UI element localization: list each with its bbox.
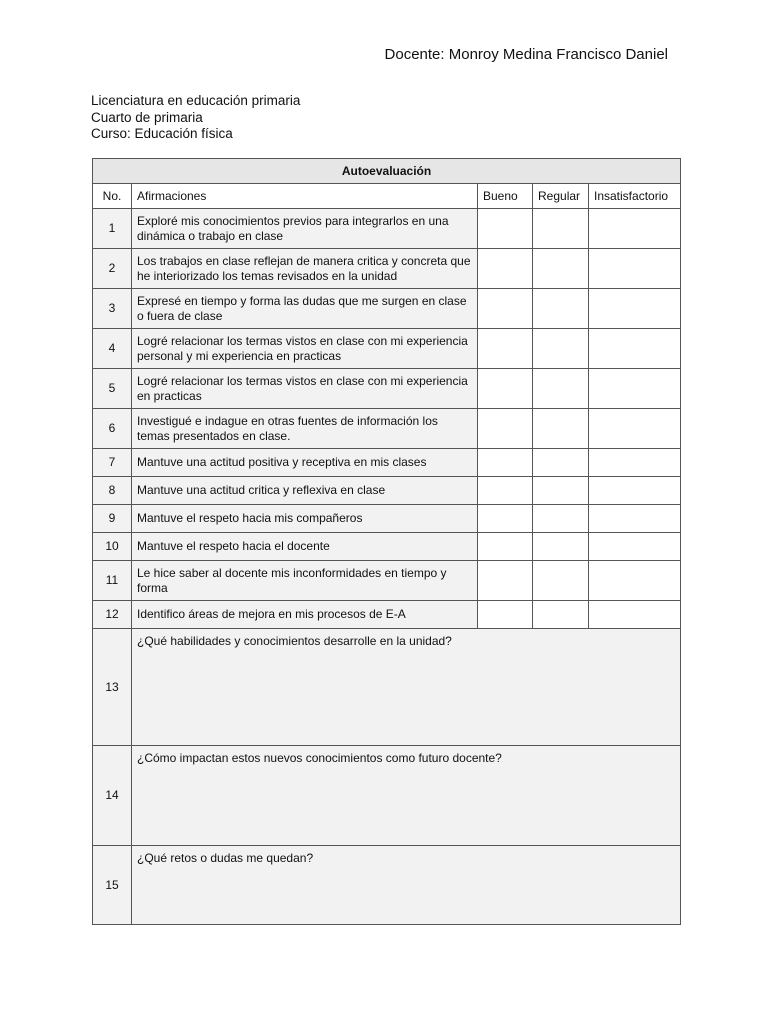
table-header-row <box>93 184 681 209</box>
open-question-answer-area[interactable] <box>132 746 681 846</box>
rating-bueno-cell[interactable] <box>478 369 533 409</box>
row-statement: Los trabajos en clase reflejan de manera critica y concreta que he interiorizado los temas revisados en la unidad <box>132 249 478 289</box>
open-question-answer-area[interactable] <box>132 846 681 925</box>
rating-insatisfactorio-cell[interactable] <box>589 601 681 629</box>
row-number: 6 <box>93 409 132 449</box>
course-line: Curso: Educación física <box>91 126 233 141</box>
rating-regular-cell[interactable] <box>533 601 589 629</box>
row-statement: Mantuve una actitud critica y reflexiva en clase <box>132 477 478 505</box>
row-statement: Identifico áreas de mejora en mis procesos de E-A <box>132 601 478 629</box>
col-header-bueno: Bueno <box>478 184 533 209</box>
row-number: 5 <box>93 369 132 409</box>
rating-regular-cell[interactable] <box>533 477 589 505</box>
table-row <box>93 601 681 629</box>
table-row <box>93 249 681 289</box>
rating-bueno-cell[interactable] <box>478 505 533 533</box>
rating-regular-cell[interactable] <box>533 329 589 369</box>
rating-insatisfactorio-cell[interactable] <box>589 369 681 409</box>
table-row <box>93 369 681 409</box>
rating-bueno-cell[interactable] <box>478 449 533 477</box>
table-row <box>93 477 681 505</box>
table-title-row <box>93 159 681 184</box>
self-evaluation-table <box>92 158 681 925</box>
question-text: ¿Qué retos o dudas me quedan? <box>137 851 314 865</box>
question-text: ¿Cómo impactan estos nuevos conocimientos como futuro docente? <box>137 751 502 765</box>
row-statement: Investigué e indague en otras fuentes de información los temas presentados en clase. <box>132 409 478 449</box>
degree-line: Licenciatura en educación primaria <box>91 93 301 108</box>
row-number: 13 <box>93 629 132 746</box>
question-row <box>93 746 681 846</box>
row-number: 15 <box>93 846 132 925</box>
rating-bueno-cell[interactable] <box>478 561 533 601</box>
row-number: 14 <box>93 746 132 846</box>
rating-insatisfactorio-cell[interactable] <box>589 409 681 449</box>
rating-insatisfactorio-cell[interactable] <box>589 209 681 249</box>
row-number: 12 <box>93 601 132 629</box>
table-row <box>93 409 681 449</box>
grade-line: Cuarto de primaria <box>91 109 203 125</box>
table-title: Autoevaluación <box>93 159 681 184</box>
row-statement: Logré relacionar los termas vistos en clase con mi experiencia en practicas <box>132 369 478 409</box>
rating-insatisfactorio-cell[interactable] <box>589 533 681 561</box>
table-row <box>93 561 681 601</box>
rating-bueno-cell[interactable] <box>478 289 533 329</box>
rating-regular-cell[interactable] <box>533 369 589 409</box>
row-number: 2 <box>93 249 132 289</box>
rating-insatisfactorio-cell[interactable] <box>589 249 681 289</box>
open-question-answer-area[interactable] <box>132 629 681 746</box>
rating-bueno-cell[interactable] <box>478 209 533 249</box>
row-statement: Expresé en tiempo y forma las dudas que me surgen en clase o fuera de clase <box>132 289 478 329</box>
rating-bueno-cell[interactable] <box>478 601 533 629</box>
table-row <box>93 289 681 329</box>
rating-bueno-cell[interactable] <box>478 533 533 561</box>
rating-insatisfactorio-cell[interactable] <box>589 289 681 329</box>
table-row <box>93 329 681 369</box>
rating-insatisfactorio-cell[interactable] <box>589 449 681 477</box>
rating-regular-cell[interactable] <box>533 409 589 449</box>
row-number: 11 <box>93 561 132 601</box>
rating-insatisfactorio-cell[interactable] <box>589 505 681 533</box>
row-number: 3 <box>93 289 132 329</box>
course-info <box>91 93 300 143</box>
row-statement: Le hice saber al docente mis inconformidades en tiempo y forma <box>132 561 478 601</box>
rating-regular-cell[interactable] <box>533 533 589 561</box>
rating-regular-cell[interactable] <box>533 249 589 289</box>
rating-bueno-cell[interactable] <box>478 249 533 289</box>
question-row <box>93 846 681 925</box>
rating-bueno-cell[interactable] <box>478 329 533 369</box>
rating-bueno-cell[interactable] <box>478 409 533 449</box>
table-row <box>93 209 681 249</box>
col-header-insatisfactorio: Insatisfactorio <box>589 184 681 209</box>
row-statement: Mantuve el respeto hacia mis compañeros <box>132 505 478 533</box>
row-statement: Mantuve el respeto hacia el docente <box>132 533 478 561</box>
rating-regular-cell[interactable] <box>533 449 589 477</box>
row-statement: Mantuve una actitud positiva y receptiva en mis clases <box>132 449 478 477</box>
rating-regular-cell[interactable] <box>533 289 589 329</box>
rating-insatisfactorio-cell[interactable] <box>589 329 681 369</box>
row-statement: Exploré mis conocimientos previos para integrarlos en una dinámica o trabajo en clase <box>132 209 478 249</box>
rating-regular-cell[interactable] <box>533 505 589 533</box>
rating-regular-cell[interactable] <box>533 209 589 249</box>
table-row <box>93 505 681 533</box>
row-number: 4 <box>93 329 132 369</box>
row-number: 9 <box>93 505 132 533</box>
rating-insatisfactorio-cell[interactable] <box>589 477 681 505</box>
row-statement: Logré relacionar los termas vistos en clase con mi experiencia personal y mi experiencia en practicas <box>132 329 478 369</box>
row-number: 7 <box>93 449 132 477</box>
rating-bueno-cell[interactable] <box>478 477 533 505</box>
rating-regular-cell[interactable] <box>533 561 589 601</box>
row-number: 8 <box>93 477 132 505</box>
col-header-no: No. <box>93 184 132 209</box>
row-number: 1 <box>93 209 132 249</box>
col-header-afirmaciones: Afirmaciones <box>132 184 478 209</box>
table-row <box>93 533 681 561</box>
question-row <box>93 629 681 746</box>
col-header-regular: Regular <box>533 184 589 209</box>
row-number: 10 <box>93 533 132 561</box>
rating-insatisfactorio-cell[interactable] <box>589 561 681 601</box>
teacher-name: Docente: Monroy Medina Francisco Daniel <box>384 46 668 63</box>
question-text: ¿Qué habilidades y conocimientos desarrolle en la unidad? <box>137 634 452 648</box>
table-row <box>93 449 681 477</box>
